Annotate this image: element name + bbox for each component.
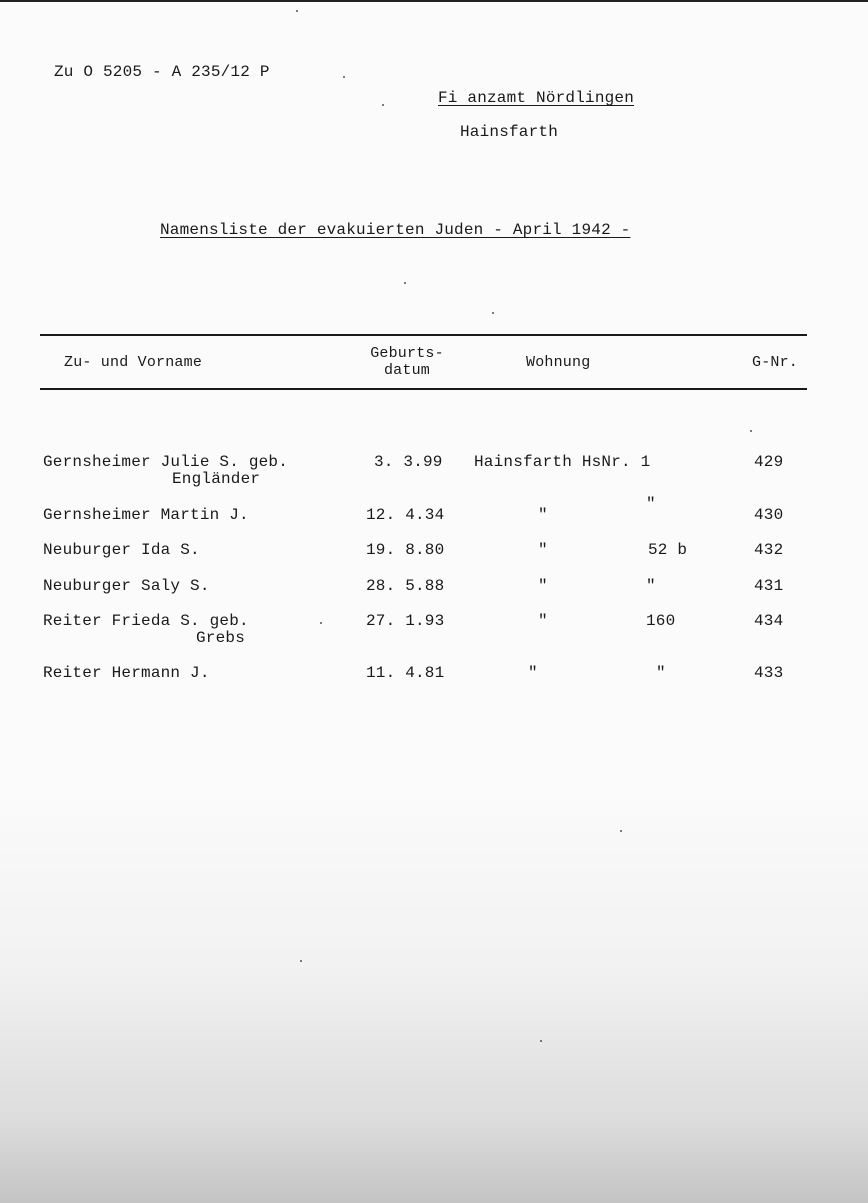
row-1-gnr: 429 xyxy=(754,453,784,471)
row-1-name: Gernsheimer Julie S. geb. xyxy=(43,453,289,471)
row-5-house-number: 160 xyxy=(646,612,676,630)
header-address: Wohnung xyxy=(526,354,591,371)
row-5-gnr: 434 xyxy=(754,612,784,630)
row-3-house-number: 52 b xyxy=(648,541,688,559)
row-4-gnr: 431 xyxy=(754,577,784,595)
scan-speck xyxy=(343,76,345,78)
row-4-name: Neuburger Saly S. xyxy=(43,577,210,595)
place-name: Hainsfarth xyxy=(460,123,559,141)
header-gnr: G-Nr. xyxy=(752,354,799,371)
row-1-address: Hainsfarth HsNr. 1 xyxy=(474,453,651,471)
scan-speck xyxy=(382,104,384,106)
header-name: Zu- und Vorname xyxy=(64,354,203,371)
document-title: Namensliste der evakuierten Juden - April 1942 - xyxy=(160,221,631,239)
row-5-date: 27. 1.93 xyxy=(366,612,445,630)
row-2-date: 12. 4.34 xyxy=(366,506,445,524)
row-5-address-ditto: " xyxy=(538,612,548,630)
row-3-gnr: 432 xyxy=(754,541,784,559)
page-top-edge xyxy=(0,0,868,2)
row-5-name: Reiter Frieda S. geb. xyxy=(43,612,249,630)
scan-speck xyxy=(540,1040,542,1042)
table-header-rule xyxy=(40,388,807,390)
row-6-address-ditto: " xyxy=(528,664,538,682)
row-3-date: 19. 8.80 xyxy=(366,541,445,559)
row-2-gnr: 430 xyxy=(754,506,784,524)
scan-speck xyxy=(320,622,322,624)
row-3-name: Neuburger Ida S. xyxy=(43,541,200,559)
scan-speck xyxy=(296,10,298,12)
scan-speck xyxy=(620,830,622,832)
table-top-rule xyxy=(40,334,807,336)
scan-speck xyxy=(750,430,752,432)
row-4-address-ditto: " xyxy=(538,577,548,595)
row-3-address-ditto: " xyxy=(538,541,548,559)
row-6-number-ditto: " xyxy=(656,664,666,682)
row-1-date: 3. 3.99 xyxy=(374,453,443,471)
row-5-name-cont: Grebs xyxy=(196,629,246,647)
scan-speck xyxy=(492,312,494,314)
row-2-address-ditto: " xyxy=(538,506,548,524)
scan-speck xyxy=(300,960,302,962)
row-4-number-ditto: " xyxy=(646,577,656,595)
row-2-name: Gernsheimer Martin J. xyxy=(43,506,249,524)
scan-speck xyxy=(404,282,406,284)
header-date-line1: Geburts- xyxy=(370,345,444,362)
row-1-name-cont: Engländer xyxy=(172,470,261,488)
reference-number: Zu O 5205 - A 235/12 P xyxy=(54,63,270,81)
header-date-line2: datum xyxy=(383,362,430,379)
row-6-date: 11. 4.81 xyxy=(366,664,445,682)
row-6-gnr: 433 xyxy=(754,664,784,682)
row-4-date: 28. 5.88 xyxy=(366,577,445,595)
row-2-number-ditto: " xyxy=(646,495,656,513)
row-6-name: Reiter Hermann J. xyxy=(43,664,210,682)
office-name: Fi anzamt Nördlingen xyxy=(438,89,635,107)
